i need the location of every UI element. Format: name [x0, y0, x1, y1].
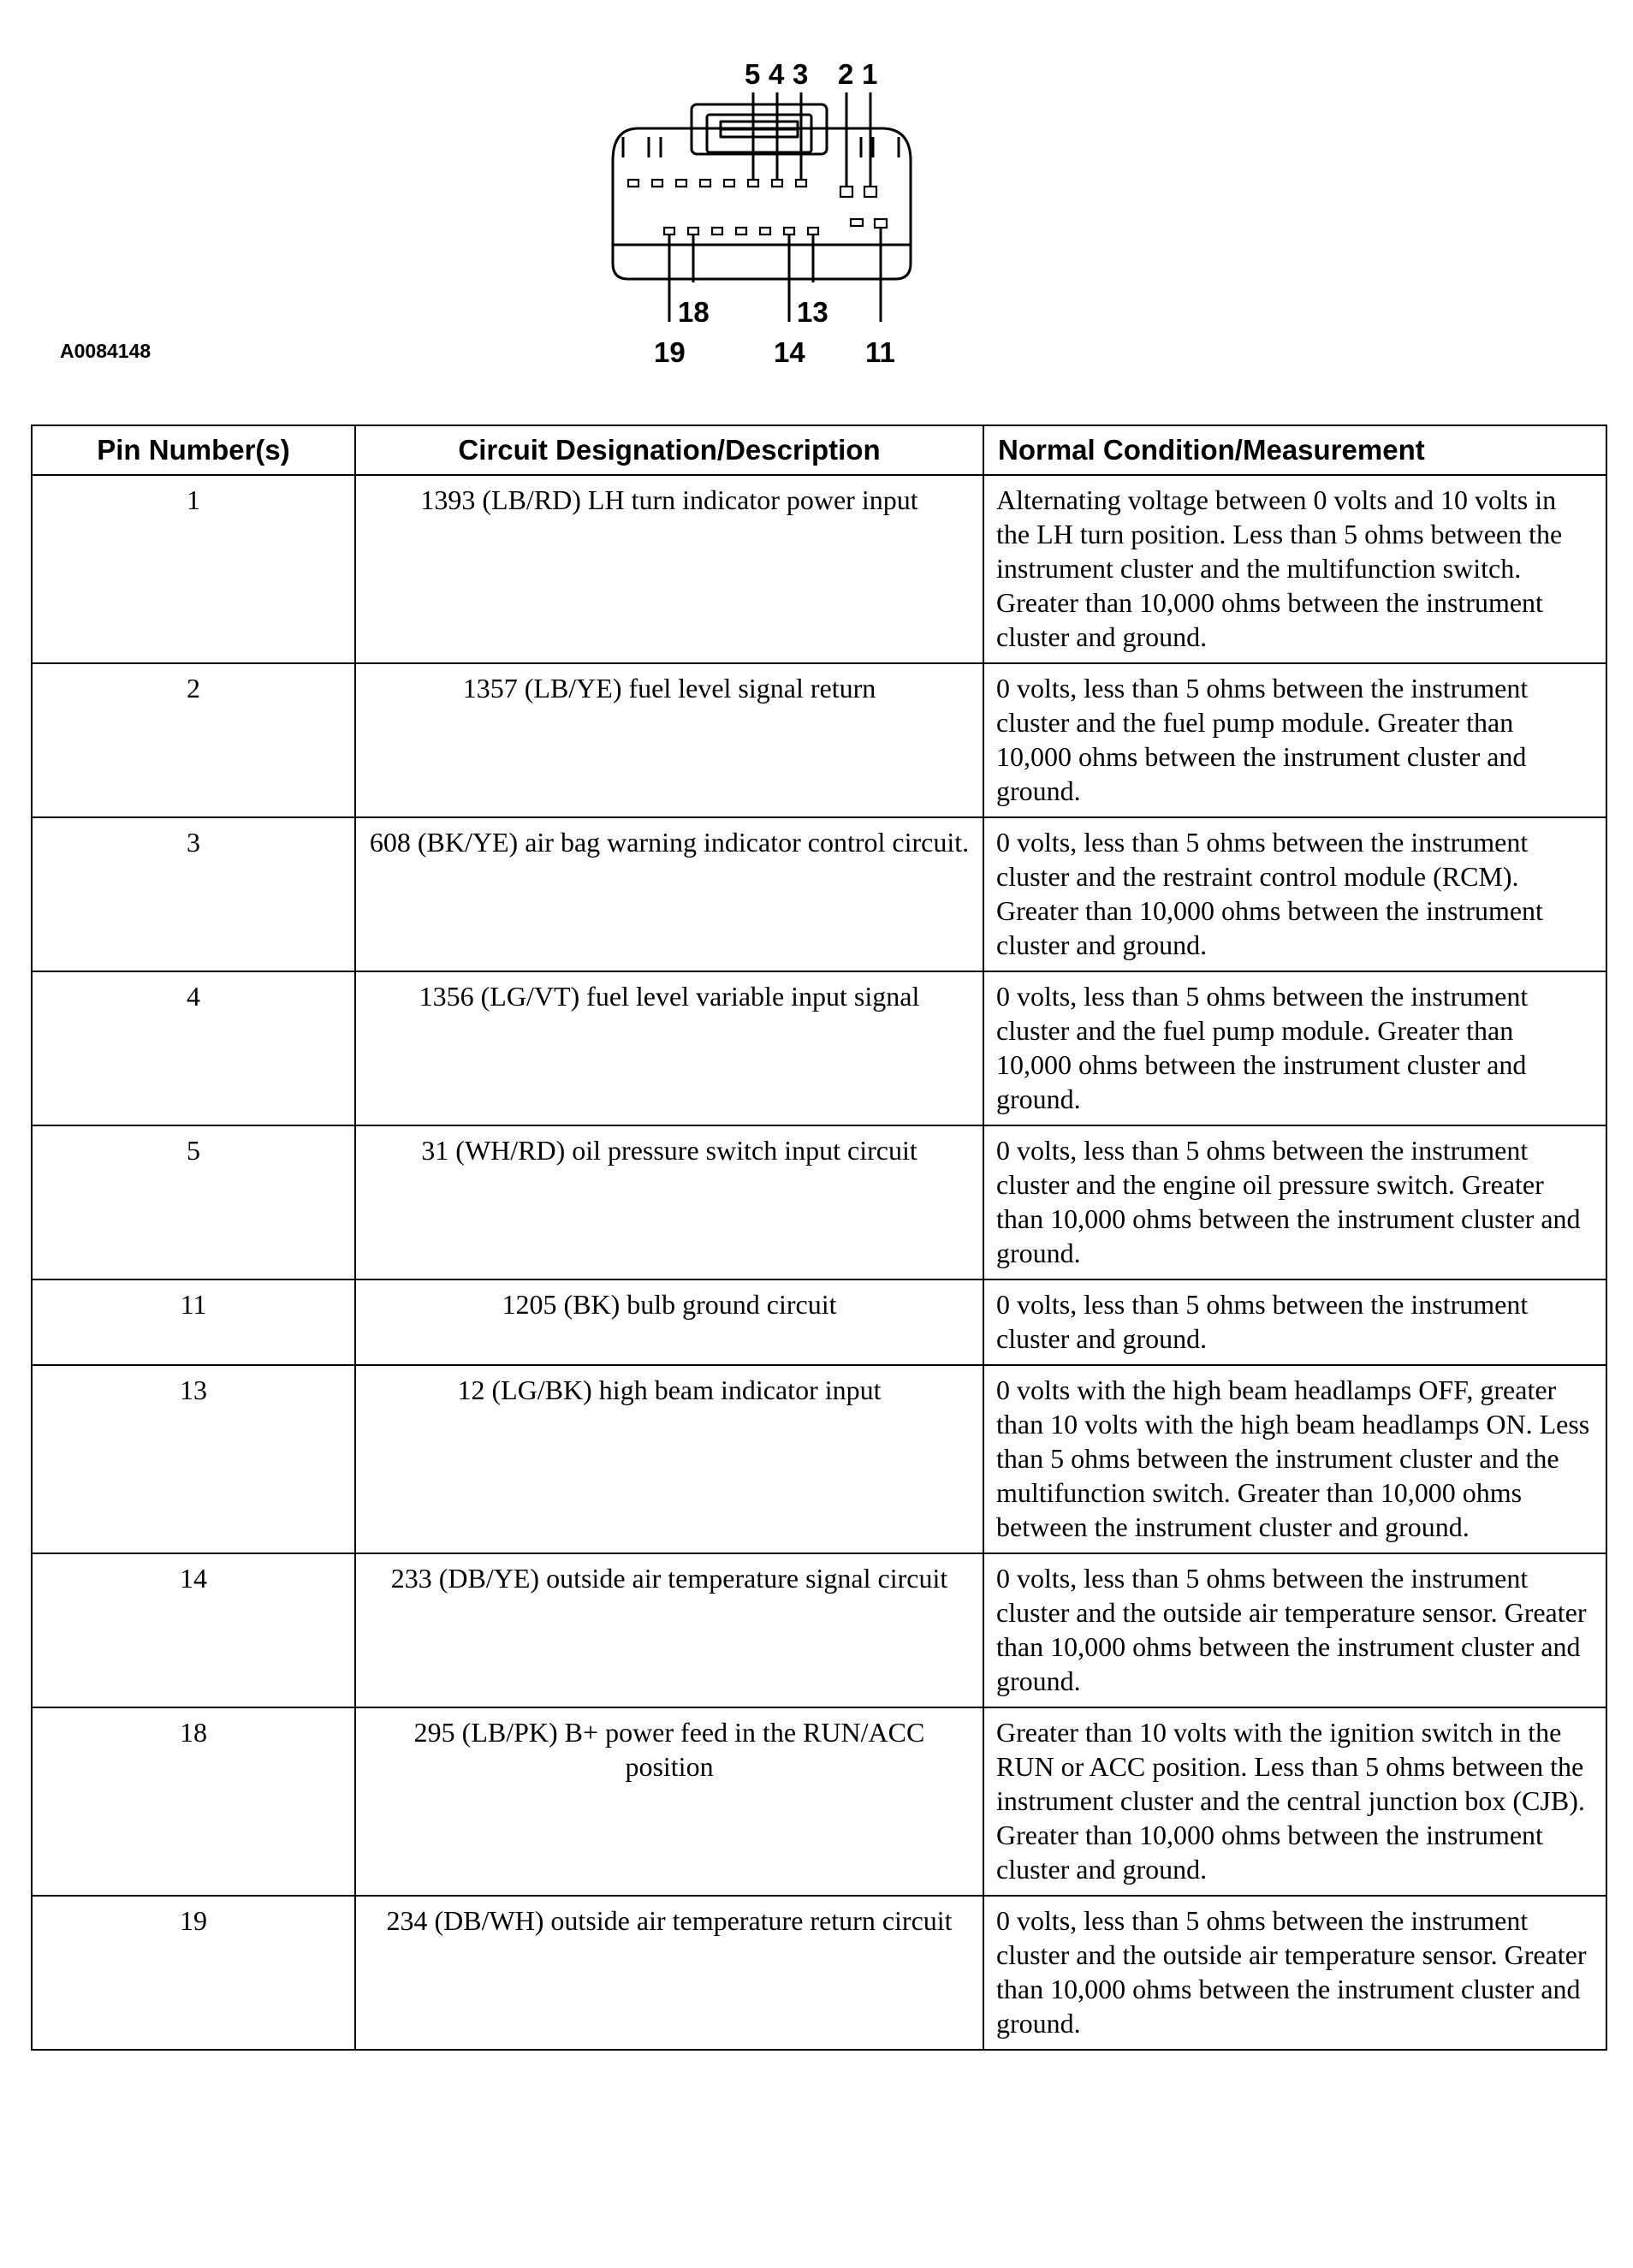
table-row [32, 1365, 1606, 1553]
table-row [32, 1125, 1606, 1279]
pin-number-cell: 14 [32, 1553, 355, 1707]
measurement-cell: Greater than 10 volts with the ignition switch in the RUN or ACC position. Less than 5 ohms between the instrument cluster and the central junction box (CJB). Greater than 10,000 ohms between the instrument cluster and ground. [983, 1707, 1606, 1896]
table-row [32, 817, 1606, 971]
measurement-cell: 0 volts, less than 5 ohms between the instrument cluster and ground. [983, 1279, 1606, 1365]
pin-label-14: 14 [774, 336, 805, 368]
pin-label-2: 2 [838, 58, 854, 90]
connector-drawing [0, 0, 1633, 402]
pin-label-18: 18 [678, 296, 710, 328]
table-header-row [32, 425, 1606, 475]
measurement-cell: 0 volts, less than 5 ohms between the instrument cluster and the restraint control module (RCM). Greater than 10,000 ohms between the instrument cluster and ground. [983, 817, 1606, 971]
circuit-description-cell: 608 (BK/YE) air bag warning indicator control circuit. [355, 817, 983, 971]
header-circuit-description: Circuit Designation/Description [355, 425, 983, 475]
pin-label-5: 5 [745, 58, 761, 90]
table-body [32, 475, 1606, 2050]
pin-number-cell: 5 [32, 1125, 355, 1279]
pin-number-cell: 19 [32, 1896, 355, 2050]
circuit-description-cell: 12 (LG/BK) high beam indicator input [355, 1365, 983, 1553]
pin-label-1: 1 [862, 58, 878, 90]
pin-table [31, 425, 1607, 2051]
measurement-cell: 0 volts, less than 5 ohms between the instrument cluster and the outside air temperature sensor. Greater than 10,000 ohms between the instrument cluster and ground. [983, 1896, 1606, 2050]
pin-label-13: 13 [797, 296, 828, 328]
table-row [32, 1553, 1606, 1707]
header-normal-condition: Normal Condition/Measurement [983, 425, 1606, 475]
table-row [32, 1279, 1606, 1365]
measurement-cell: 0 volts with the high beam headlamps OFF, greater than 10 volts with the high beam headlamps ON. Less than 5 ohms between the instrument cluster and the multifunction switch. Greater than 10,000 ohms between the instrument cluster and ground. [983, 1365, 1606, 1553]
figure-id: A0084148 [60, 340, 151, 362]
connector-diagram [0, 0, 1633, 402]
circuit-description-cell: 31 (WH/RD) oil pressure switch input circuit [355, 1125, 983, 1279]
circuit-description-cell: 1357 (LB/YE) fuel level signal return [355, 663, 983, 817]
table-row [32, 1707, 1606, 1896]
pin-label-11: 11 [865, 336, 895, 368]
circuit-description-cell: 234 (DB/WH) outside air temperature return circuit [355, 1896, 983, 2050]
pin-number-cell: 1 [32, 475, 355, 663]
measurement-cell: 0 volts, less than 5 ohms between the instrument cluster and the outside air temperature sensor. Greater than 10,000 ohms between the instrument cluster and ground. [983, 1553, 1606, 1707]
pin-label-19: 19 [654, 336, 686, 368]
pin-number-cell: 13 [32, 1365, 355, 1553]
pin-number-cell: 3 [32, 817, 355, 971]
circuit-description-cell: 1356 (LG/VT) fuel level variable input signal [355, 971, 983, 1125]
circuit-description-cell: 1205 (BK) bulb ground circuit [355, 1279, 983, 1365]
measurement-cell: Alternating voltage between 0 volts and 10 volts in the LH turn position. Less than 5 ohms between the instrument cluster and the multifunction switch. Greater than 10,000 ohms between the instrument cluster and ground. [983, 475, 1606, 663]
measurement-cell: 0 volts, less than 5 ohms between the instrument cluster and the fuel pump module. Greater than 10,000 ohms between the instrument cluster and ground. [983, 663, 1606, 817]
circuit-description-cell: 233 (DB/YE) outside air temperature signal circuit [355, 1553, 983, 1707]
pin-number-cell: 18 [32, 1707, 355, 1896]
pin-number-cell: 11 [32, 1279, 355, 1365]
pin-label-3: 3 [793, 58, 809, 90]
circuit-description-cell: 295 (LB/PK) B+ power feed in the RUN/ACC position [355, 1707, 983, 1896]
table-row [32, 475, 1606, 663]
table-row [32, 663, 1606, 817]
pin-label-4: 4 [769, 58, 785, 90]
table-row [32, 1896, 1606, 2050]
circuit-description-cell: 1393 (LB/RD) LH turn indicator power input [355, 475, 983, 663]
measurement-cell: 0 volts, less than 5 ohms between the instrument cluster and the fuel pump module. Greater than 10,000 ohms between the instrument cluster and ground. [983, 971, 1606, 1125]
measurement-cell: 0 volts, less than 5 ohms between the instrument cluster and the engine oil pressure switch. Greater than 10,000 ohms between the instrument cluster and ground. [983, 1125, 1606, 1279]
header-pin-numbers: Pin Number(s) [32, 425, 355, 475]
pin-number-cell: 2 [32, 663, 355, 817]
pin-number-cell: 4 [32, 971, 355, 1125]
table-row [32, 971, 1606, 1125]
